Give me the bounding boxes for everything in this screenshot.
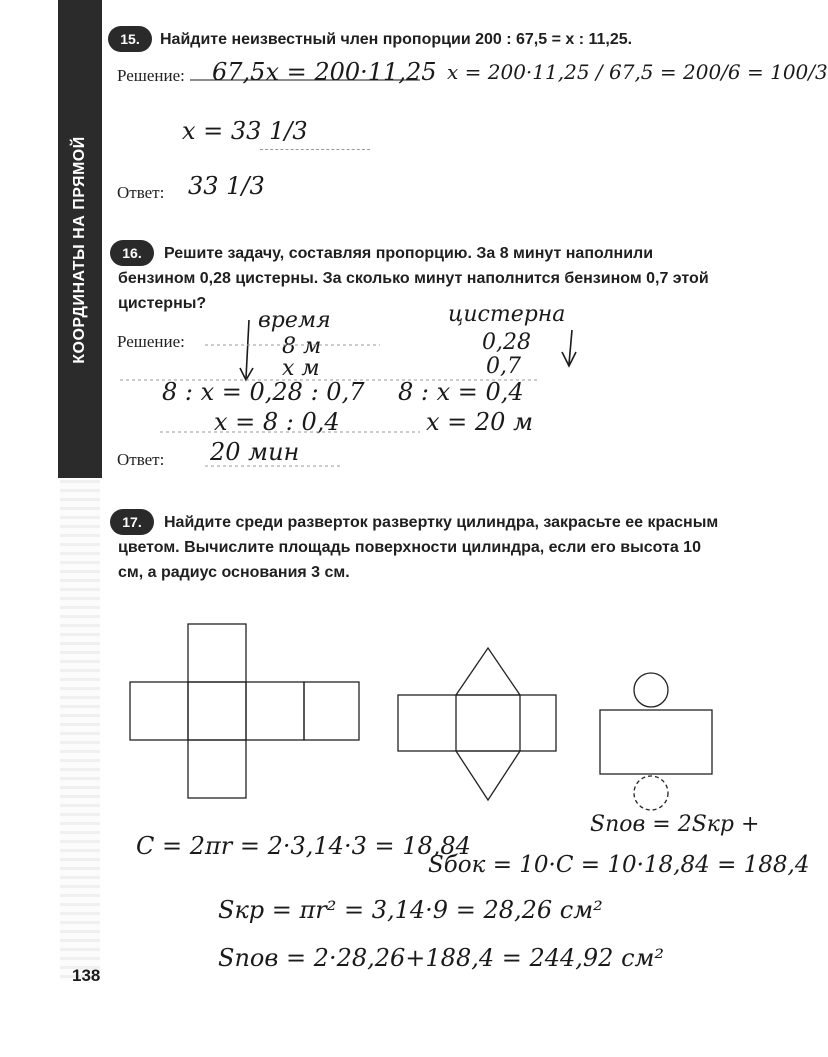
task-16-eq4: x = 20 м (426, 408, 533, 436)
task-16-row1-time: 8 м (282, 334, 322, 359)
cube-net (130, 624, 359, 798)
task-16-row1-tank: 0,28 (482, 330, 531, 355)
task-15-eq2: x = 200·11,25 / 67,5 = 200/6 = 100/3 (447, 60, 828, 84)
task-16-row2-time: x м (282, 356, 320, 381)
arrow-down-tank (569, 330, 572, 364)
task-16-solution-label: Решение: (117, 332, 185, 351)
task-16-text: Решите задачу, составляя пропорцию. За 8 минут наполнили бензином 0,28 цистерны. За сколько минут наполнится бензином 0,7 этой цистерны? (118, 245, 709, 312)
sidebar-title: КООРДИНАТЫ НА ПРЯМОЙ (71, 136, 88, 364)
task-17-c: C = 2πr = 2·3,14·3 = 18,84 (136, 832, 471, 860)
task-16-head-tank: цистерна (448, 302, 566, 327)
cylinder-net (600, 673, 712, 810)
task-17-spov: Sпов = 2·28,26+188,4 = 244,92 см² (218, 944, 665, 972)
task-15-solution-label: Решение: (117, 66, 185, 85)
task-16-eq2: 8 : x = 0,4 (398, 378, 524, 406)
task-17-sbok: Sбок = 10·C = 10·18,84 = 188,4 (428, 852, 810, 878)
task-15-eq1: 67,5x = 200·11,25 (212, 58, 437, 86)
task-15-answer-label: Ответ: (117, 183, 165, 202)
task-16-eq3: x = 8 : 0,4 (214, 408, 340, 436)
task-17-skr: Sкр = πr² = 3,14·9 = 28,26 см² (218, 896, 603, 924)
task-15-text: Найдите неизвестный член пропорции 200 : 67,5 = x : 11,25. (160, 31, 633, 48)
page-number: 138 (72, 966, 101, 985)
task-15-eq3: x = 33 1/3 (182, 117, 308, 145)
task-16-badge: 16. (110, 240, 154, 266)
task-17-text: Найдите среди разверток развертку цилиндра, закрасьте ее красным цветом. Вычислите площадь поверхности цилиндра, если его высота 10 см, а радиус основания 3 см. (118, 514, 719, 581)
task-15-answer: 33 1/3 (188, 172, 265, 200)
task-16-head-time: время (258, 308, 331, 333)
arrow-down-time (246, 320, 249, 378)
task-16-answer-label: Ответ: (117, 450, 165, 469)
task-15-badge: 15. (108, 26, 152, 52)
task-16-row2-tank: 0,7 (486, 354, 521, 379)
task-17-badge: 17. (110, 509, 154, 535)
task-16-answer: 20 мин (210, 438, 300, 466)
prism-net (398, 648, 556, 800)
task-17-spov-top: Sпов = 2Sкр + (590, 812, 760, 837)
task-16-eq1: 8 : x = 0,28 : 0,7 (162, 378, 365, 406)
